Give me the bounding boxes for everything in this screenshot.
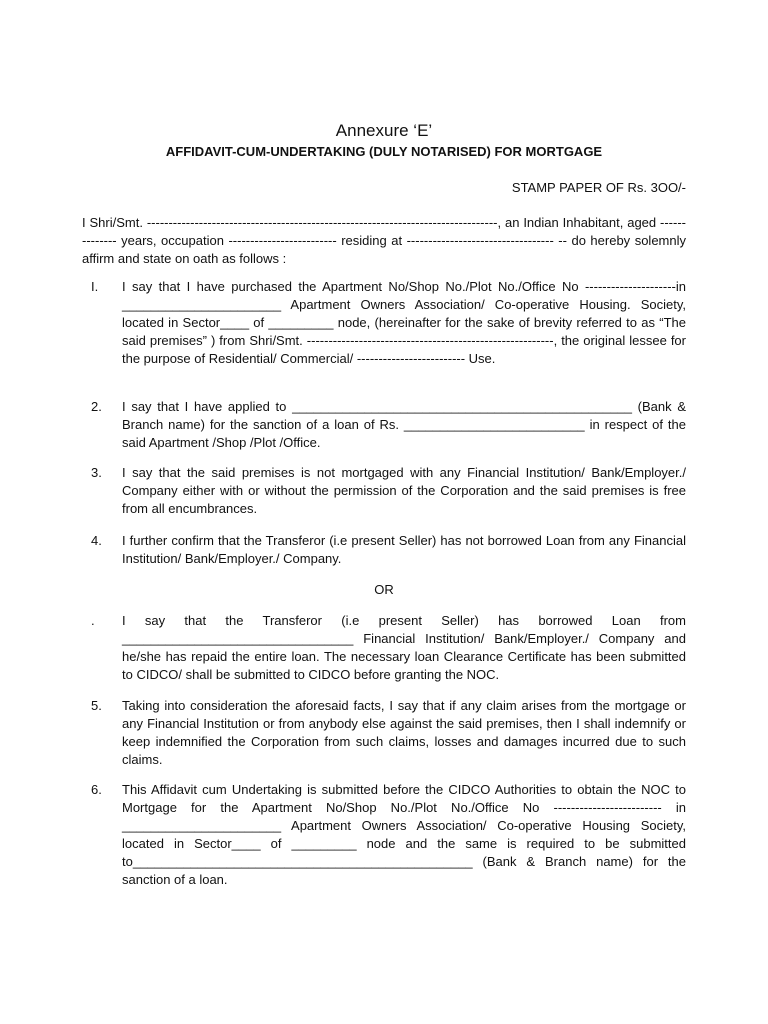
clause-5 bbox=[82, 697, 686, 769]
clause-text: Taking into consideration the aforesaid facts, I say that if any claim arises from the mortgage or any Financial Institution or from anybody else against the said premises, then I shall indemnify or keep indemnified the Corporation from such claims, losses and damages incurred due to such claims. bbox=[122, 698, 686, 767]
clause-text: I further confirm that the Transferor (i.e present Seller) has not borrowed Loan from any Financial Institution/ Bank/Employer./ Company. bbox=[122, 533, 686, 566]
stamp-paper-note: STAMP PAPER OF Rs. 3OO/- bbox=[511, 180, 686, 195]
clause-text: This Affidavit cum Undertaking is submitted before the CIDCO Authorities to obtain the NOC to Mortgage for the Apartment No/Shop No./Plot No./Office No ------------------------- in ______________________ Apartment Owners Association/ Co-operative Housing Society, located in Sector____ of _________ node and the same is required to be submitted to_______________________________________________ (Bank & Branch name) for the sanction of a loan. bbox=[122, 782, 686, 887]
declarant-intro-paragraph: I Shri/Smt. ---------------------------------------------------------------------------------, an Indian Inhabitant, aged -------------- years, occupation ------------------------- residing at ---------------------------------- -- do hereby solemnly affirm and state on oath as follows : bbox=[82, 215, 686, 266]
clause-2 bbox=[82, 398, 686, 452]
clause-text: I say that I have applied to _______________________________________________ (Bank & Branch name) for the sanction of a loan of Rs. _________________________ in respect of the said Apartment /Shop /Plot /Office. bbox=[122, 399, 686, 450]
clause-number: 3. bbox=[91, 465, 102, 480]
clause-number: 6. bbox=[91, 782, 102, 797]
clause-number: 2. bbox=[91, 399, 102, 414]
clause-text: I say that I have purchased the Apartment No/Shop No./Plot No./Office No ---------------------in ______________________ Apartment Owners Association/ Co-operative Housing. Society, located in Sector____ of _________ node, (hereinafter for the sake of brevity referred to as “The said premises” ) from Shri/Smt. ---------------------------------------------------------, the original lessee for the purpose of Residential/ Commercial/ ------------------------- Use. bbox=[122, 279, 686, 366]
clause-6 bbox=[82, 781, 686, 889]
document-heading: AFFIDAVIT-CUM-UNDERTAKING (DULY NOTARISED) FOR MORTGAGE bbox=[165, 144, 603, 159]
clause-text: I say that the said premises is not mortgaged with any Financial Institution/ Bank/Employer./ Company either with or without the permission of the Corporation and the said premises is free from all encumbrances. bbox=[122, 465, 686, 516]
clause-number: 4. bbox=[91, 533, 102, 548]
clause-text: I say that the Transferor (i.e present Seller) has borrowed Loan from ________________________________ Financial Institution/ Bank/Employer./ Company and he/she has repaid the entire loan. The necessary loan Clearance Certificate has been submitted to CIDCO/ shall be submitted to CIDCO before granting the NOC. bbox=[122, 613, 686, 682]
clause-number: . bbox=[91, 613, 95, 628]
clause-1 bbox=[82, 278, 686, 368]
clause-4 bbox=[82, 532, 686, 568]
clause-number: I. bbox=[91, 279, 99, 294]
clause-number: 5. bbox=[91, 698, 102, 713]
clause-alternative bbox=[82, 612, 686, 684]
annexure-title: Annexure ‘E’ bbox=[335, 121, 433, 140]
or-separator: OR bbox=[374, 582, 394, 597]
clause-3 bbox=[82, 464, 686, 518]
